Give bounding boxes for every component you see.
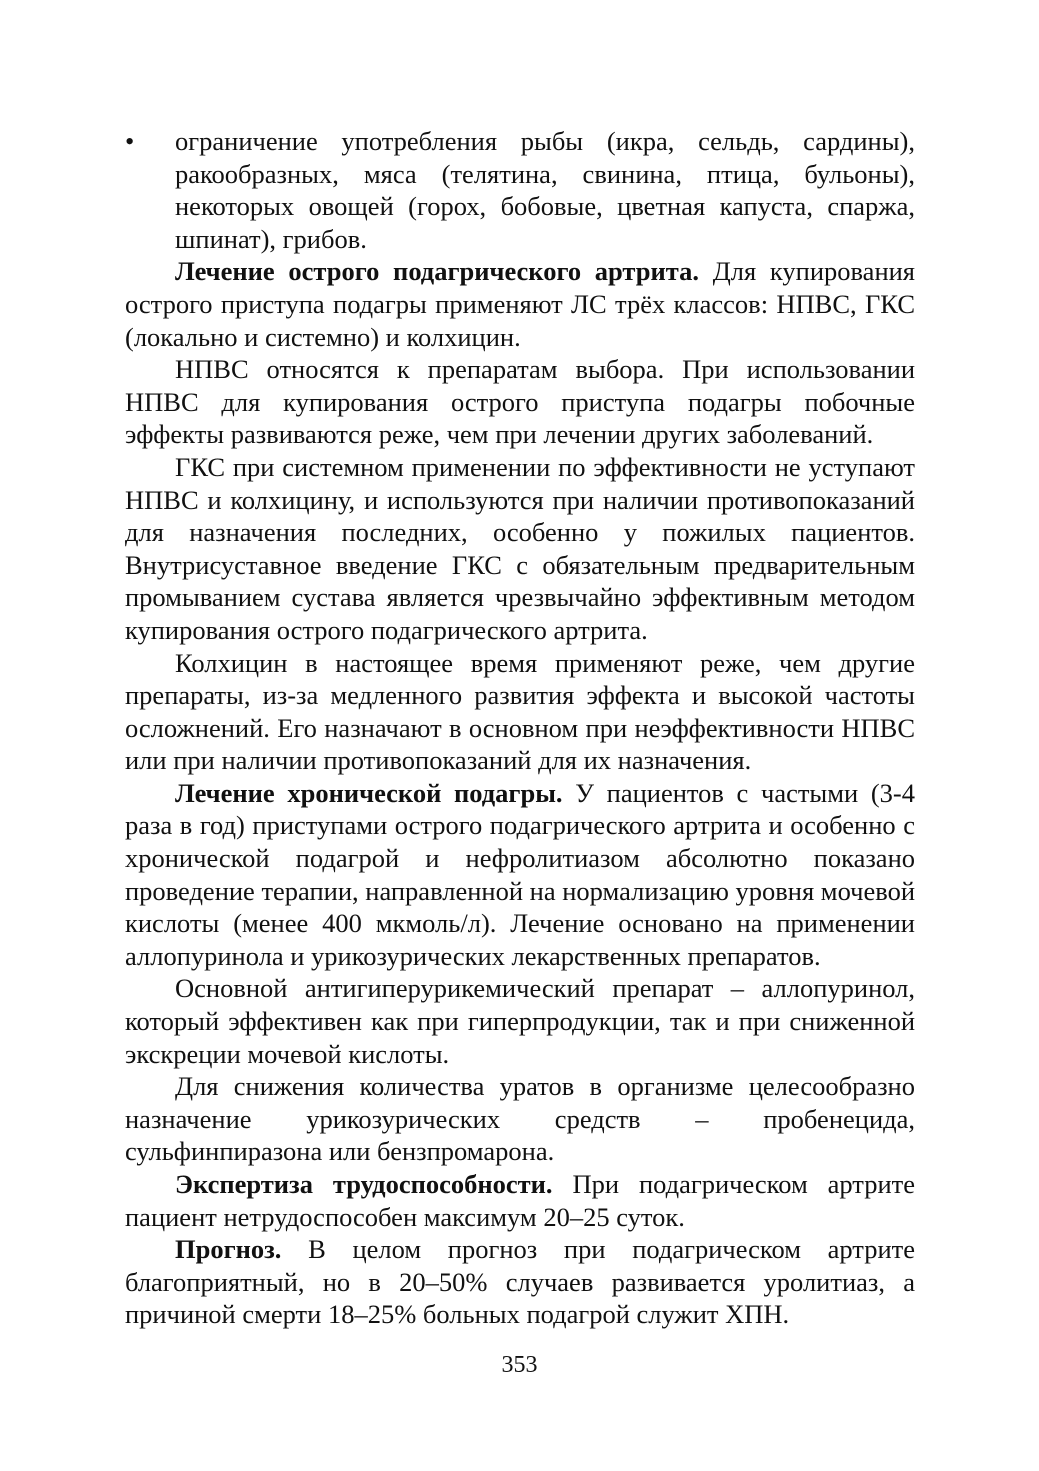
paragraph-prognosis xyxy=(125,1233,915,1331)
text-uricosuric: Для снижения количества уратов в организме целесообразно назначение урикозурических средств – пробенецида, сульфинпиразона или бензпромарона. xyxy=(125,1071,915,1167)
text-prognosis: В целом прогноз при подагрическом артрите благоприятный, но в 20–50% случаев развивается уролитиаз, а причиной смерти 18–25% больных подагрой служит ХПН. xyxy=(125,1234,915,1330)
heading-prognosis: Прогноз. xyxy=(175,1234,282,1265)
paragraph-acute-treatment xyxy=(125,255,915,353)
paragraph-gcs xyxy=(125,451,915,647)
paragraph-work-expertise xyxy=(125,1168,915,1233)
bullet-mark: • xyxy=(125,126,135,156)
heading-chronic-treatment: Лечение хронической подагры. xyxy=(175,777,563,808)
bullet-item-diet xyxy=(125,125,915,255)
text-colchicine: Колхицин в настоящее время применяют реже, чем другие препараты, из-за медленного развития эффекта и высокой частоты осложнений. Его назначают в основном при неэффективности НПВС или при наличии противопоказаний для их назначения. xyxy=(125,647,915,776)
page-body xyxy=(125,125,915,1331)
bullet-text: ограничение употребления рыбы (икра, сельдь, сардины), ракообразных, мяса (телятина, свинина, птица, бульоны), некоторых овощей (горох, бобовые, цветная капуста, спаржа, шпинат), грибов. xyxy=(175,126,915,254)
paragraph-uricosuric xyxy=(125,1070,915,1168)
page-number: 353 xyxy=(501,1352,538,1378)
paragraph-allopurinol xyxy=(125,972,915,1070)
text-work-expertise: При подагрическом артрите пациент нетрудоспособен максимум 20–25 суток. xyxy=(125,1169,915,1232)
heading-work-expertise: Экспертиза трудоспособности. xyxy=(175,1169,553,1199)
paragraph-chronic-treatment xyxy=(125,777,915,973)
text-allopurinol: Основной антигиперурикемический препарат – аллопуринол, который эффективен как при гиперпродукции, так и при сниженной экскреции мочевой кислоты. xyxy=(125,973,915,1069)
heading-acute-treatment: Лечение острого подагрического артрита. xyxy=(175,256,699,287)
text-nsaid: НПВС относятся к препаратам выбора. При использовании НПВС для купирования острого приступа подагры побочные эффекты развиваются реже, чем при лечении других заболеваний. xyxy=(125,354,915,450)
paragraph-colchicine xyxy=(125,647,915,777)
text-gcs: ГКС при системном применении по эффективности не уступают НПВС и колхицину, и используются при наличии противопоказаний для назначения последних, особенно у пожилых пациентов. Внутрисуставное введение ГКС с обязательным предварительным промыванием сустава является чрезвычайно эффективным методом купирования острого подагрического артрита. xyxy=(125,451,915,645)
paragraph-nsaid xyxy=(125,353,915,451)
text-chronic-treatment: У пациентов с частыми (3-4 раза в год) приступами острого подагрического артрита и особенно с хронической подагрой и нефролитиазом абсолютно показано проведение терапии, направленной на нормализацию уровня мочевой кислоты (менее 400 мкмоль/л). Лечение основано на применении аллопуринола и урикозурических лекарственных препаратов. xyxy=(125,777,915,971)
text-acute-treatment: Для купирования острого приступа подагры применяют ЛС трёх классов: НПВС, ГКС (локально и системно) и колхицин. xyxy=(125,256,915,352)
